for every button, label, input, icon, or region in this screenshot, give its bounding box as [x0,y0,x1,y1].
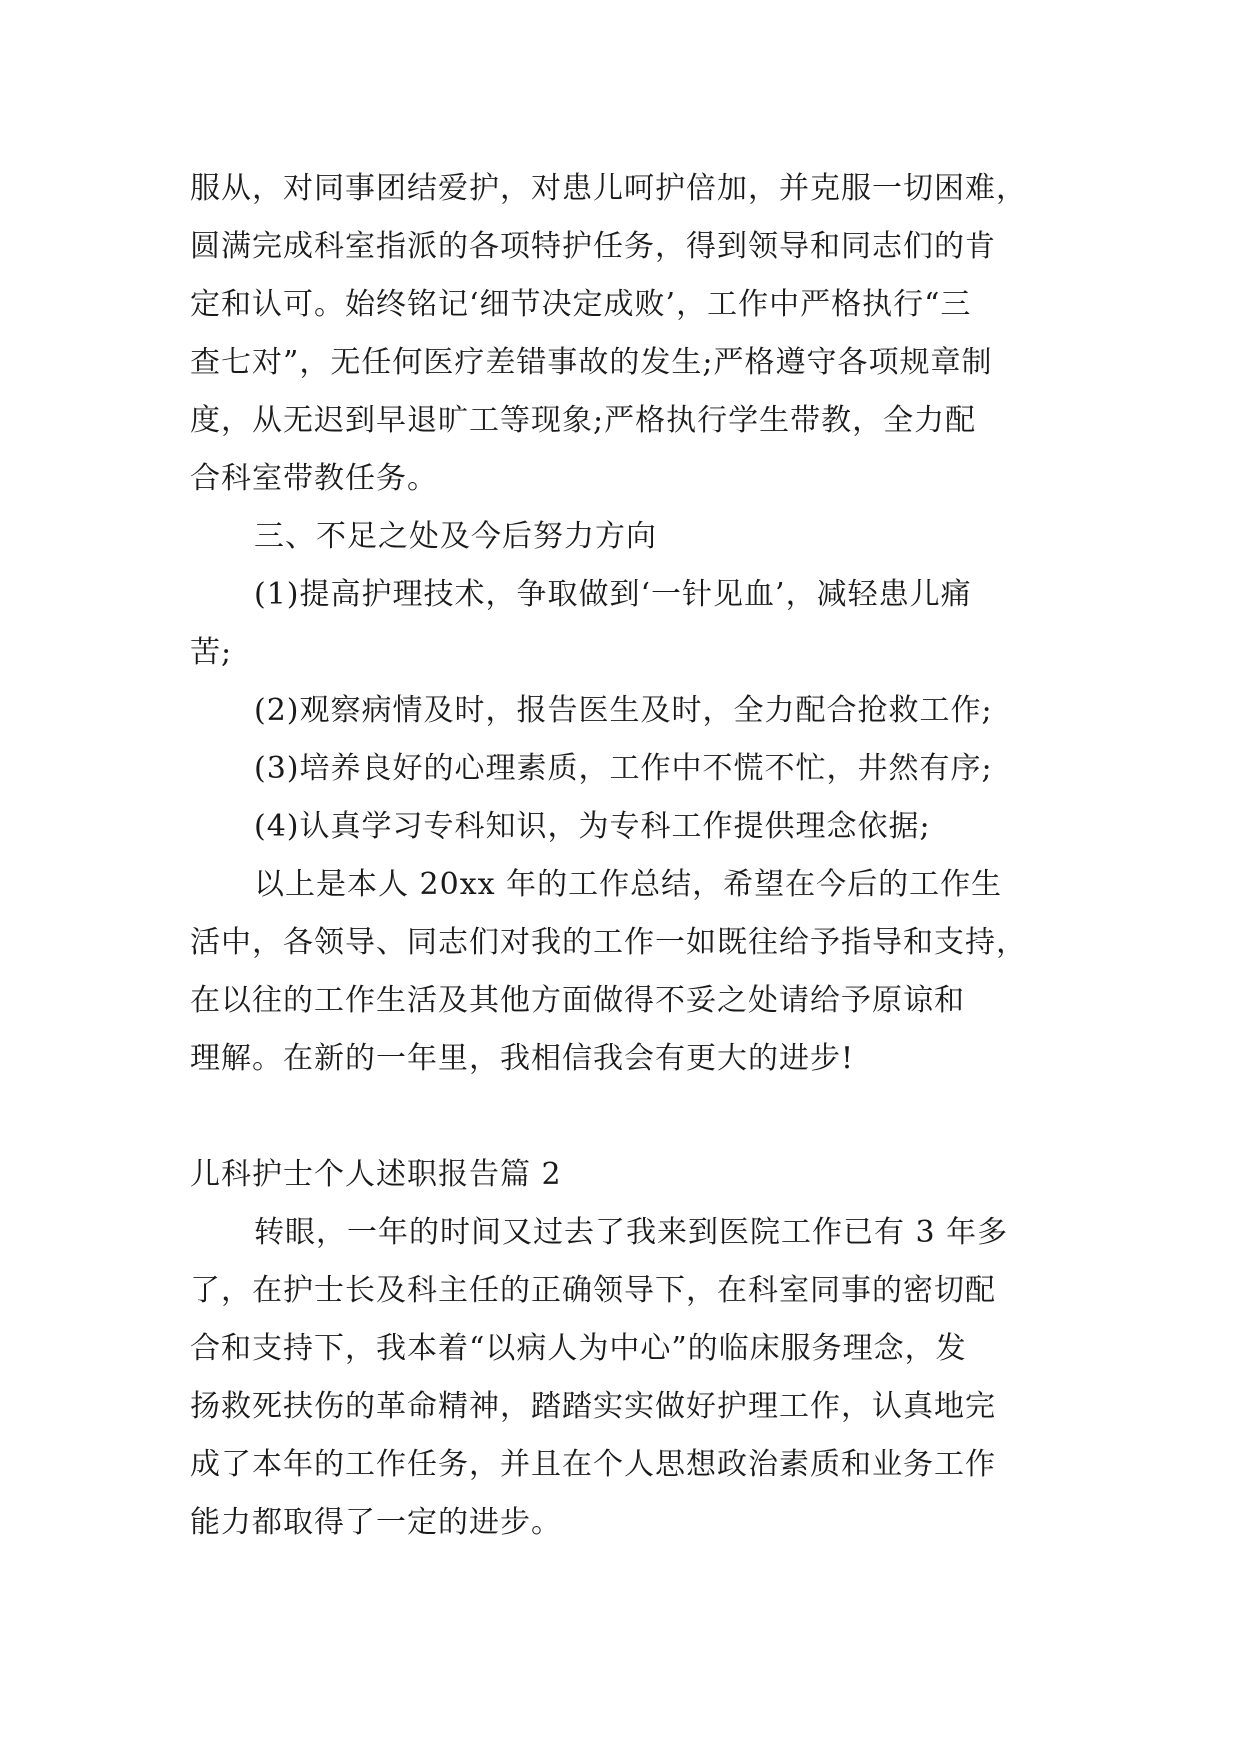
section-heading: 三、不足之处及今后努力方向 [254,519,657,554]
paragraph-line: 圆满完成科室指派的各项特护任务，得到领导和同志们的肯 [190,229,996,264]
list-item: (4)认真学习专科知识，为专科工作提供理念依据; [254,809,931,844]
paragraph-line: 合科室带教任务。 [190,461,438,496]
paragraph-line: 合和支持下，我本着“以病人为中心”的临床服务理念，发 [190,1331,967,1366]
paragraph-line: 能力都取得了一定的进步。 [190,1505,562,1540]
spacer [190,1088,1060,1146]
paragraph-line: 服从，对同事团结爱护，对患儿呵护倍加，并克服一切困难， [190,171,1027,206]
paragraph-line: 了，在护士长及科主任的正确领导下，在科室同事的密切配 [190,1273,996,1308]
paragraph-line: 度，从无迟到早退旷工等现象;严格执行学生带教，全力配 [190,403,977,438]
paragraph-line: 查七对”，无任何医疗差错事故的发生;严格遵守各项规章制 [190,345,993,380]
list-item-continuation: 苦; [190,635,233,670]
paragraph-line: 转眼，一年的时间又过去了我来到医院工作已有 3 年多 [254,1215,1009,1250]
document-body [190,160,1060,1552]
list-item: (1)提高护理技术，争取做到‘一针见血’，减轻患儿痛 [254,577,972,612]
conclusion-line: 活中，各领导、同志们对我的工作一如既往给予指导和支持， [190,925,1027,960]
article-title: 儿科护士个人述职报告篇 2 [190,1157,562,1192]
conclusion-line: 理解。在新的一年里，我相信我会有更大的进步! [190,1041,855,1076]
list-item: (3)培养良好的心理素质，工作中不慌不忙，井然有序; [254,751,993,786]
paragraph-line: 定和认可。始终铭记‘细节决定成败’，工作中严格执行“三 [190,287,972,322]
paragraph-line: 扬救死扶伤的革命精神，踏踏实实做好护理工作，认真地完 [190,1389,996,1424]
conclusion-line: 以上是本人 20xx 年的工作总结，希望在今后的工作生 [254,867,1003,902]
conclusion-line: 在以往的工作生活及其他方面做得不妥之处请给予原谅和 [190,983,965,1018]
paragraph-line: 成了本年的工作任务，并且在个人思想政治素质和业务工作 [190,1447,996,1482]
list-item: (2)观察病情及时，报告医生及时，全力配合抢救工作; [254,693,993,728]
